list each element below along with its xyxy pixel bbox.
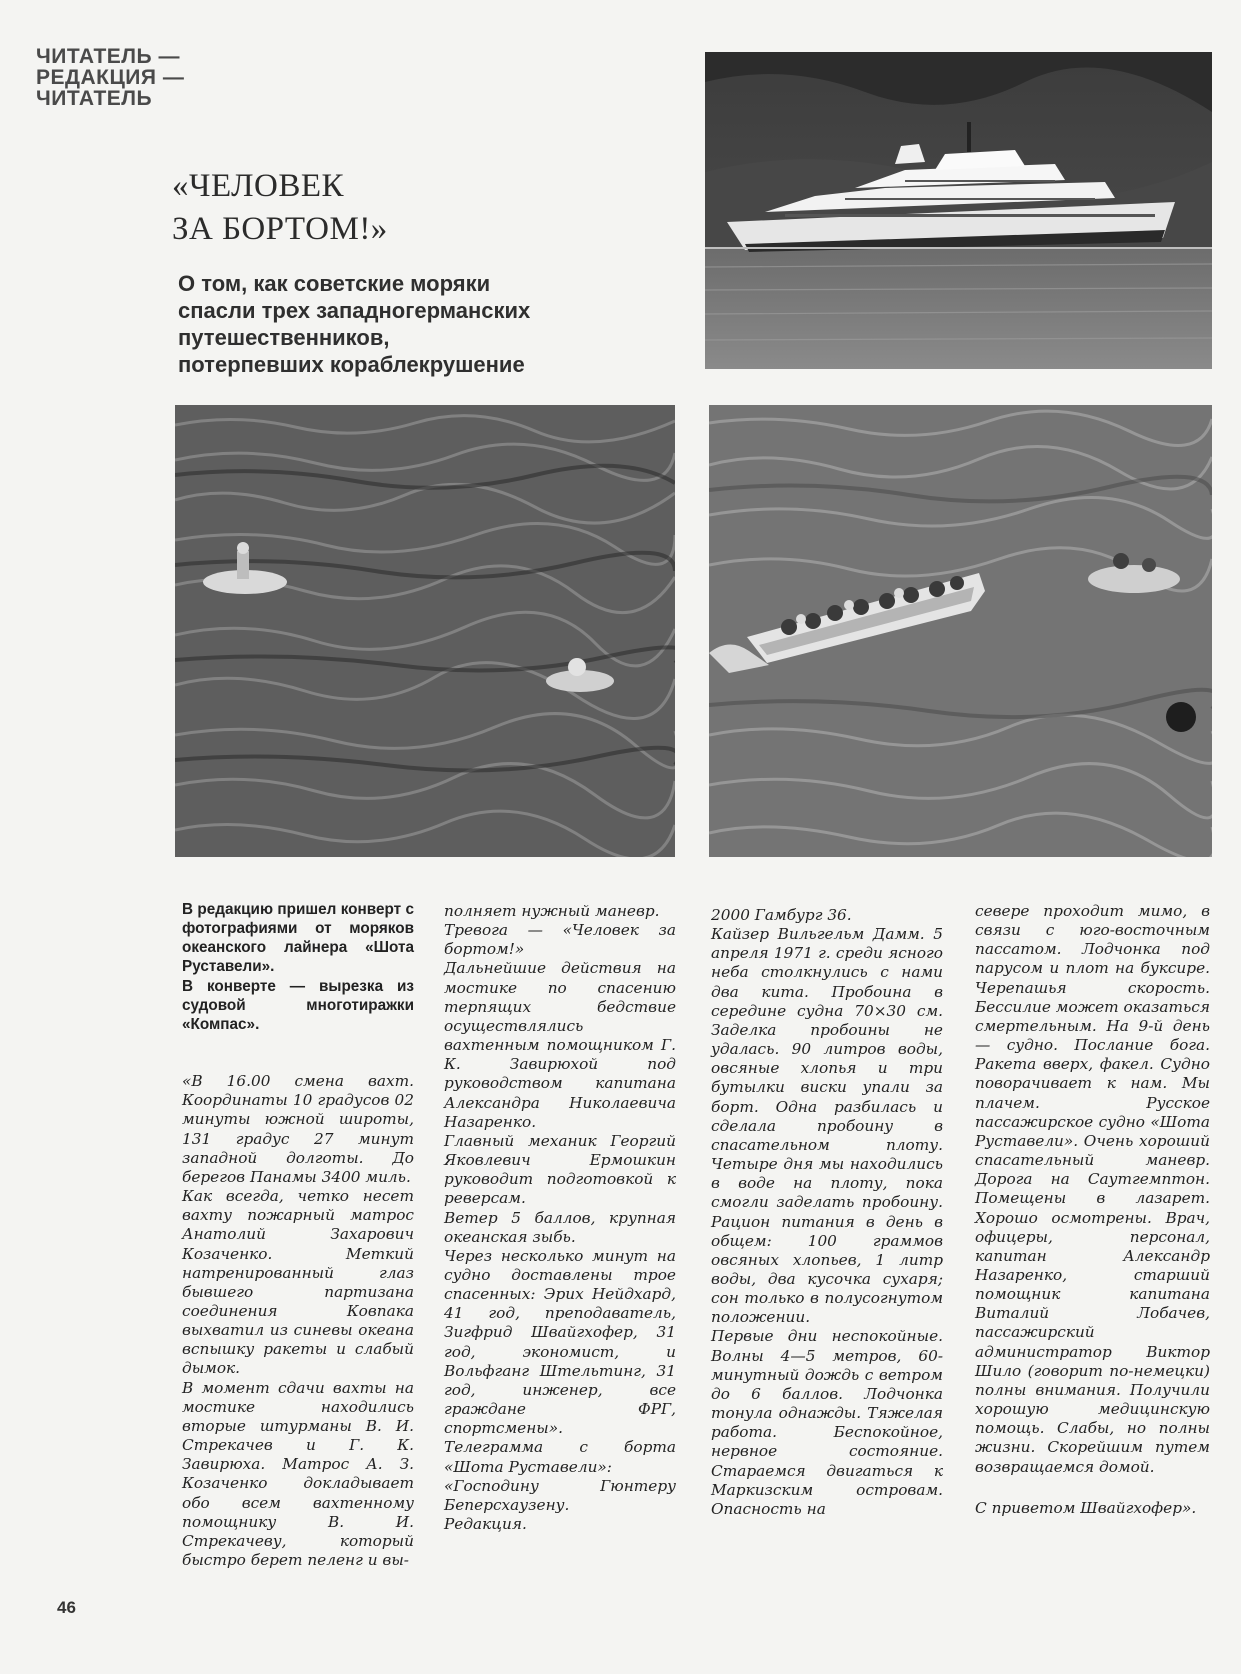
page-number: 46 [57, 1598, 76, 1617]
article-column-2 [444, 902, 676, 1534]
article-column-1 [182, 900, 414, 1570]
article-subtitle [178, 270, 578, 378]
subtitle-line: О том, как советские моряки [178, 271, 491, 296]
photo-lifeboat-rescue [709, 405, 1212, 857]
article-title [172, 165, 388, 251]
paragraph: «Господину Гюнтеру Беперсхаузену. [444, 1476, 676, 1514]
subtitle-line: спасли трех западногерманских [178, 298, 531, 323]
section-tag-line: ЧИТАТЕЛЬ — [36, 45, 180, 68]
title-line: ЗА БОРТОМ!» [172, 211, 388, 247]
section-tag-line: РЕДАКЦИЯ — [36, 66, 185, 89]
paragraph: полняет нужный маневр. [444, 902, 660, 920]
article-column-4 [975, 902, 1210, 1518]
intro-paragraph: В редакцию пришел конверт с фотографиями от моряков океанского лайнера «Шота Руставели». [182, 901, 414, 976]
signature: С приветом Швайгхофер». [975, 1498, 1197, 1517]
paragraph: Первые дни неспокойные. Волны 4—5 метров, 60-минутный дождь с ветром до 6 баллов. Лодчонка тонула однажды. Тяжелая работа. Беспокойное, нервное состояние. Стараемся двигаться к Маркизским островам. Опасность на [711, 1327, 943, 1518]
paragraph: Через несколько минут на судно доставлены трое спасенных: Эрих Нейдхард, 41 год, преподаватель, Зигфрид Швайгхофер, 31 год, экономист, и Вольфганг Штельтинг, 31 год, инженер, все граждане ФРГ, спортсмены». [444, 1246, 676, 1438]
paragraph: Редакция. [444, 1515, 527, 1533]
paragraph: 2000 Гамбург 36. [711, 906, 852, 924]
paragraph: Главный механик Георгий Яковлевич Ермошкин руководит подготовкой к реверсам. [444, 1131, 676, 1208]
paragraph: Тревога — «Человек за бортом!» [444, 921, 676, 959]
section-tag-line: ЧИТАТЕЛЬ [36, 87, 153, 110]
quote-paragraph: Как всегда, четко несет вахту пожарный матрос Анатолий Захарович Козаченко. Меткий натренированный глаз бывшего партизана соединения Ковпака выхватил из синевы океана вспышку ракеты и слабый дымок. [182, 1187, 414, 1378]
photo-liner [705, 52, 1212, 369]
paragraph: Телеграмма с борта «Шота Руставели»: [444, 1438, 676, 1476]
article-column-3 [711, 906, 943, 1519]
section-tag [36, 46, 184, 109]
paragraph: севере проходит мимо, в связи с юго-восточным пассатом. Лодчонка под парусом и плот на буксире. Черепашья скорость. Бессилие может оказаться смертельным. На 9-й день — судно. Послание бога. Ракета вверх, факел. Судно поворачивает к нам. Мы плачем. Русское пассажирское судно «Шота Руставели». Очень хороший спасательный маневр. Дорога на Саутгемптон. Помещены в лазарет. Хорошо осмотрены. Врач, офицеры, персонал, капитан Александр Назаренко, старший помощник капитана Виталий Лобачев, пассажирский администратор Виктор Шило (говорит по-немецки) полны внимания. Получили хорошую медицинскую помощь. Слабы, но полны жизни. Скорейшим путем возвращаемся домой. [975, 902, 1210, 1476]
title-line: «ЧЕЛОВЕК [172, 168, 345, 204]
subtitle-line: путешественников, [178, 325, 390, 350]
subtitle-line: потерпевших кораблекрушение [178, 352, 525, 377]
paragraph: Кайзер Вильгельм Дамм. 5 апреля 1971 г. среди ясного неба столкнулись с нами два кита. Пробоина в середине судна 70×30 см. Заделка пробоины не удалась. 90 литров воды, овсяные хлопья и три бутылки виски упали за борт. Одна разбилась и сделала пробоину в спасательном плоту. Четыре дня мы находились в воде на плоту, пока смогли заделать пробоину. Рацион питания в день в общем: 100 граммов овсяных хлопьев, 1 литр воды, два кусочка сухаря; сон только в полусогнутом положении. [711, 925, 943, 1327]
paragraph: Ветер 5 баллов, крупная океанская зыбь. [444, 1208, 676, 1246]
photo-raft-at-sea [175, 405, 675, 857]
paragraph: Дальнейшие действия на мостике по спасению терпящих бедствие осуществлялись вахтенным помощником Г. К. Завирюхой под руководством капитана Александра Николаевича Назаренко. [444, 959, 676, 1131]
quote-paragraph: «В 16.00 смена вахт. Координаты 10 градусов 02 минуты южной широты, 131 градус 27 минут западной долготы. До берегов Панамы 3400 миль. [182, 1072, 414, 1186]
quote-paragraph: В момент сдачи вахты на мостике находились вторые штурманы В. И. Стрекачев и Г. К. Завирюха. Матрос А. З. Козаченко докладывает обо всем вахтенному помощнику В. И. Стрекачеву, который быстро берет пеленг и вы- [182, 1378, 414, 1569]
intro-paragraph: В конверте — вырезка из судовой многотиражки «Компас». [182, 977, 414, 1033]
